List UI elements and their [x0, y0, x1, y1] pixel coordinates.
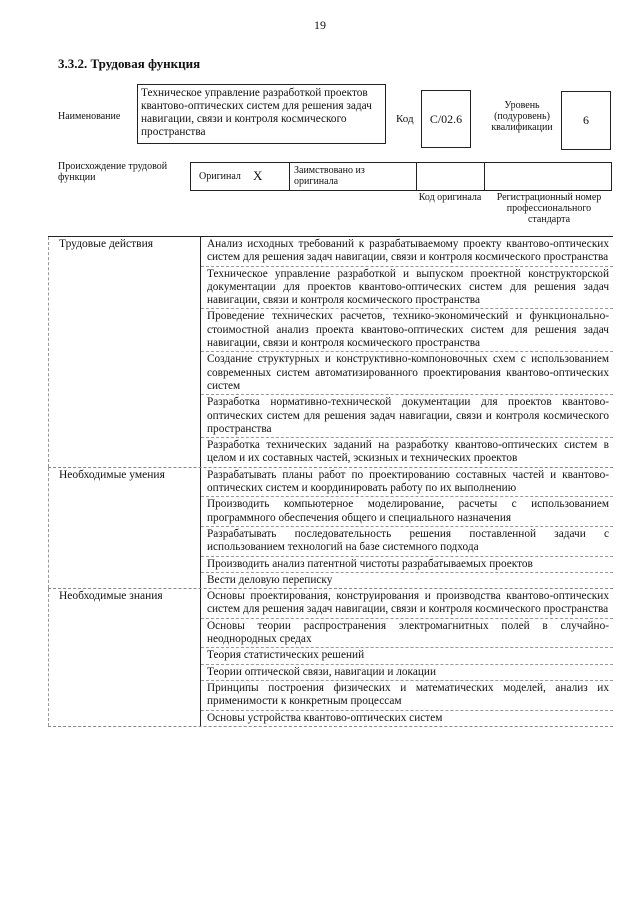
borrowed-cell	[289, 163, 416, 190]
section-title-labor-actions: Трудовые действия	[48, 237, 200, 467]
section-required-knowledge	[48, 589, 613, 727]
code-label: Код	[396, 113, 414, 125]
level-label: Уровень (подуровень) квалификации	[491, 100, 553, 133]
list-item: Техническое управление разработкой и выпуском проектной конструкторской документации для проектов квантово-оптических систем для решения задач навигации, связи и контроля космического пространства	[201, 267, 613, 310]
list-item: Основы теории распространения электромагнитных полей в случайно-неоднородных средах	[201, 619, 613, 649]
list-item: Анализ исходных требований к разрабатываемому проекту квантово-оптических систем для решения задач навигации, связи и контроля космического пространства	[201, 237, 613, 267]
list-item: Производить анализ патентной чистоты разрабатываемых проектов	[201, 557, 613, 573]
original-mark: X	[253, 168, 263, 183]
reg-number-label: Регистрационный номер профессионального стандарта	[496, 192, 602, 225]
name-label: Наименование	[58, 111, 121, 122]
code-original-cell	[416, 163, 484, 190]
list-item: Теории оптической связи, навигации и локации	[201, 665, 613, 681]
list-item: Разработка нормативно-технической документации для проектов квантово-оптических систем для решения задач навигации, связи и контроля космического пространства	[201, 395, 613, 438]
original-label: Оригинал	[199, 171, 241, 182]
origin-row	[190, 162, 612, 191]
section-required-skills	[48, 468, 613, 589]
borrowed-label: Заимствовано из оригинала	[294, 165, 365, 187]
list-item: Разрабатывать планы работ по проектированию составных частей и квантово-оптических систем и координировать работу по их выполнению	[201, 468, 613, 498]
origin-label: Происхождение трудовой функции	[58, 161, 168, 183]
functions-table	[48, 236, 613, 727]
original-cell	[190, 163, 289, 190]
list-item: Производить компьютерное моделирование, расчеты с использованием программного обеспечения общего и специального назначения	[201, 497, 613, 527]
code-value: С/02.6	[421, 90, 471, 148]
list-item: Теория статистических решений	[201, 648, 613, 664]
section-labor-actions	[48, 237, 613, 468]
list-item: Основы устройства квантово-оптических систем	[207, 711, 443, 724]
list-item: Создание структурных и конструктивно-компоновочных схем с использованием современных систем автоматизированного проектирования квантово-оптических систем	[201, 352, 613, 395]
list-item: Основы проектирования, конструирования и производства квантово-оптических систем для решения задач навигации, связи и контроля космического пространства	[201, 589, 613, 619]
list-item: Разрабатывать последовательность решения поставленной задачи с использованием технологий на базе системного подхода	[201, 527, 613, 557]
reg-number-cell	[484, 163, 612, 190]
level-value: 6	[561, 91, 611, 150]
list-item: Разработка технических заданий на разработку квантово-оптических систем в целом и их составных частей, эскизных и технических проектов	[207, 439, 609, 465]
section-title-required-knowledge: Необходимые знания	[48, 589, 200, 726]
page-number: 19	[314, 18, 326, 32]
list-item: Проведение технических расчетов, технико-экономический и функционально-стоимостной анализ проекта квантово-оптических систем для решения задач навигации, связи и контроля космического пространства	[201, 309, 613, 352]
code-original-label: Код оригинала	[418, 192, 482, 203]
name-value: Техническое управление разработкой проектов квантово-оптических систем для решения задач навигации, связи и контроля космического пространства	[137, 84, 386, 144]
section-title: 3.3.2. Трудовая функция	[58, 56, 201, 71]
list-item: Принципы построения физических и математических моделей, анализ их применимости к конкретным процессам	[201, 681, 613, 711]
section-title-required-skills: Необходимые умения	[48, 468, 200, 588]
list-item: Вести деловую переписку	[207, 573, 333, 586]
